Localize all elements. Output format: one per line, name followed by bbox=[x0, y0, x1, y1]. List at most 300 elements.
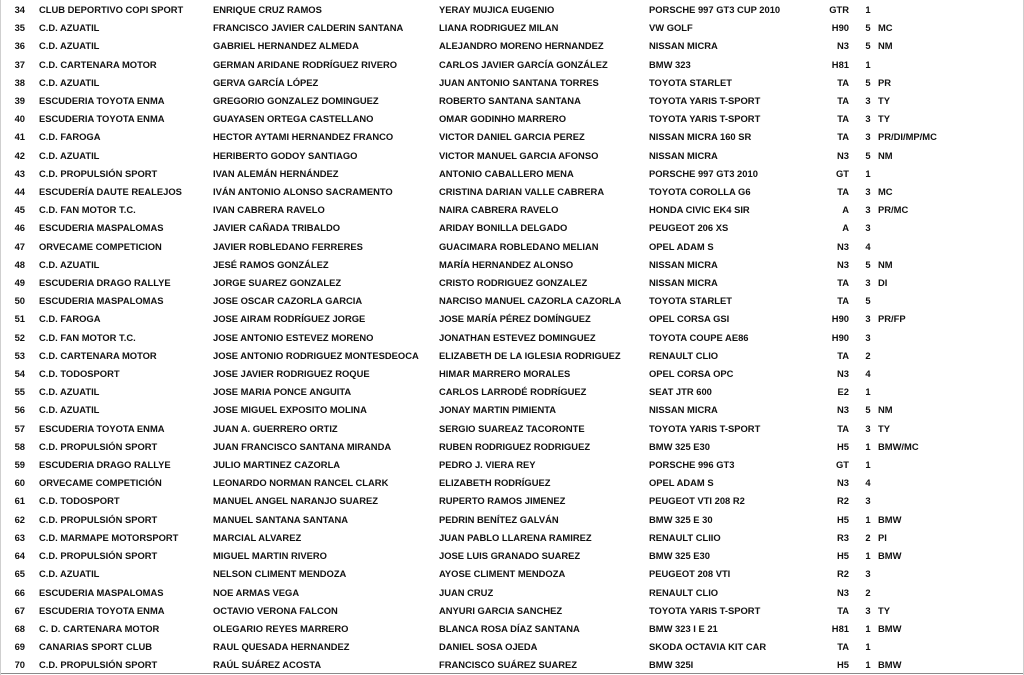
entry-number: 61 bbox=[14, 495, 25, 507]
table-row bbox=[6, 638, 1019, 656]
entry-codriver: JUAN ANTONIO SANTANA TORRES bbox=[439, 76, 599, 88]
entry-class: H90 bbox=[831, 313, 849, 325]
entry-codriver: CRISTO RODRIGUEZ GONZALEZ bbox=[439, 277, 588, 289]
entry-category: PR/MC bbox=[878, 204, 909, 216]
entry-category bbox=[878, 492, 1019, 510]
entry-class: TA bbox=[837, 422, 849, 434]
entry-team: C.D. PROPULSIÓN SPORT bbox=[39, 550, 158, 562]
entry-car: OPEL CORSA OPC bbox=[649, 368, 734, 380]
entry-driver: IVAN CABRERA RAVELO bbox=[213, 204, 325, 216]
entry-number: 53 bbox=[14, 349, 25, 361]
entry-class: H81 bbox=[831, 622, 849, 634]
entry-class: N3 bbox=[837, 258, 849, 270]
table-row bbox=[6, 201, 1019, 219]
entry-category bbox=[878, 165, 1019, 183]
entry-group: 5 bbox=[865, 149, 871, 161]
entry-group: 3 bbox=[865, 495, 871, 507]
entry-category: TY bbox=[878, 95, 890, 107]
entry-driver: JORGE SUAREZ GONZALEZ bbox=[213, 277, 342, 289]
entry-car: TOYOTA STARLET bbox=[649, 295, 732, 307]
entry-codriver: RUPERTO RAMOS JIMENEZ bbox=[439, 495, 566, 507]
table-row bbox=[6, 74, 1019, 92]
entry-group: 3 bbox=[865, 204, 871, 216]
entry-class: H5 bbox=[837, 513, 849, 525]
entry-driver: GERVA GARCÍA LÓPEZ bbox=[213, 76, 319, 88]
table-row bbox=[6, 92, 1019, 110]
entry-number: 56 bbox=[14, 404, 25, 416]
entry-category: BMW bbox=[878, 659, 902, 671]
entry-category: BMW bbox=[878, 513, 902, 525]
table-row bbox=[6, 420, 1019, 438]
entry-driver: GABRIEL HERNANDEZ ALMEDA bbox=[213, 40, 359, 52]
entry-car: BMW 325I bbox=[649, 659, 694, 671]
table-row bbox=[6, 547, 1019, 565]
entry-car: NISSAN MICRA bbox=[649, 404, 718, 416]
entry-car: PORSCHE 997 GT3 2010 bbox=[649, 167, 758, 179]
entry-car: PEUGEOT VTI 208 R2 bbox=[649, 495, 745, 507]
entry-driver: JUAN FRANCISCO SANTANA MIRANDA bbox=[213, 440, 392, 452]
entry-group: 3 bbox=[865, 95, 871, 107]
table-row bbox=[6, 219, 1019, 237]
table-row bbox=[6, 110, 1019, 128]
entry-codriver: NAIRA CABRERA RAVELO bbox=[439, 204, 559, 216]
entry-car: BMW 325 E30 bbox=[649, 440, 710, 452]
entry-number: 52 bbox=[14, 331, 25, 343]
entry-class: TA bbox=[837, 131, 849, 143]
entry-car: PEUGEOT 208 VTI bbox=[649, 568, 731, 580]
entry-number: 68 bbox=[14, 622, 25, 634]
entry-class: E2 bbox=[837, 386, 849, 398]
entry-car: TOYOTA YARIS T-SPORT bbox=[649, 95, 761, 107]
table-row bbox=[6, 602, 1019, 620]
entry-codriver: JOSE MARÍA PÉREZ DOMÍNGUEZ bbox=[439, 313, 591, 325]
entry-driver: JOSE MARIA PONCE ANGUITA bbox=[213, 386, 352, 398]
entry-driver: JULIO MARTINEZ CAZORLA bbox=[213, 459, 341, 471]
entry-number: 50 bbox=[14, 295, 25, 307]
entry-driver: OLEGARIO REYES MARRERO bbox=[213, 622, 349, 634]
entry-team: C.D. TODOSPORT bbox=[39, 495, 120, 507]
table-row bbox=[6, 37, 1019, 55]
entry-driver: HERIBERTO GODOY SANTIAGO bbox=[213, 149, 358, 161]
entry-team: C.D. PROPULSIÓN SPORT bbox=[39, 167, 158, 179]
entry-category: MC bbox=[878, 22, 893, 34]
entry-driver: JOSE ANTONIO RODRIGUEZ MONTESDEOCA bbox=[213, 349, 419, 361]
entry-driver: JOSE ANTONIO ESTEVEZ MORENO bbox=[213, 331, 374, 343]
entry-driver: IVÁN ANTONIO ALONSO SACRAMENTO bbox=[213, 186, 393, 198]
entry-group: 2 bbox=[865, 349, 871, 361]
entry-class: TA bbox=[837, 604, 849, 616]
entry-car: NISSAN MICRA bbox=[649, 277, 718, 289]
entry-team: ORVECAME COMPETICION bbox=[39, 240, 162, 252]
entry-category bbox=[878, 219, 1019, 237]
entry-number: 67 bbox=[14, 604, 25, 616]
entry-group: 3 bbox=[865, 131, 871, 143]
entry-team: ESCUDERIA MASPALOMAS bbox=[39, 295, 164, 307]
entry-group: 1 bbox=[865, 167, 871, 179]
entry-driver: JOSE AIRAM RODRÍGUEZ JORGE bbox=[213, 313, 366, 325]
entry-number: 40 bbox=[14, 113, 25, 125]
entry-codriver: VICTOR DANIEL GARCIA PEREZ bbox=[439, 131, 585, 143]
entry-codriver: MARÍA HERNANDEZ ALONSO bbox=[439, 258, 574, 270]
entry-team: CANARIAS SPORT CLUB bbox=[39, 641, 153, 653]
entry-car: SEAT JTR 600 bbox=[649, 386, 712, 398]
entry-codriver: RUBEN RODRIGUEZ RODRIGUEZ bbox=[439, 440, 591, 452]
entry-category bbox=[878, 56, 1019, 74]
entry-team: C.D. FAROGA bbox=[39, 313, 101, 325]
entry-driver: MANUEL SANTANA SANTANA bbox=[213, 513, 349, 525]
entry-class: TA bbox=[837, 277, 849, 289]
entry-team: ESCUDERIA MASPALOMAS bbox=[39, 586, 164, 598]
entry-driver: JESÉ RAMOS GONZÁLEZ bbox=[213, 258, 329, 270]
entry-class: N3 bbox=[837, 477, 849, 489]
entry-group: 1 bbox=[865, 4, 871, 15]
entry-number: 45 bbox=[14, 204, 25, 216]
entry-category bbox=[878, 365, 1019, 383]
entry-driver: HECTOR AYTAMI HERNANDEZ FRANCO bbox=[213, 131, 394, 143]
entry-team: C.D. FAN MOTOR T.C. bbox=[39, 204, 136, 216]
entry-car: BMW 323 bbox=[649, 58, 691, 70]
entry-number: 51 bbox=[14, 313, 25, 325]
entry-group: 3 bbox=[865, 186, 871, 198]
entry-driver: RAÚL SUÁREZ ACOSTA bbox=[213, 659, 322, 671]
table-row bbox=[6, 474, 1019, 492]
entry-class: TA bbox=[837, 113, 849, 125]
entry-team: ESCUDERIA DRAGO RALLYE bbox=[39, 459, 171, 471]
entry-team: C.D. TODOSPORT bbox=[39, 368, 120, 380]
entry-codriver: PEDRO J. VIERA REY bbox=[439, 459, 536, 471]
entry-group: 1 bbox=[865, 550, 871, 562]
entry-car: TOYOTA YARIS T-SPORT bbox=[649, 422, 761, 434]
entry-number: 58 bbox=[14, 440, 25, 452]
entry-team: ESCUDERÍA DAUTE REALEJOS bbox=[39, 186, 182, 198]
table-row bbox=[6, 620, 1019, 638]
entry-category bbox=[878, 347, 1019, 365]
entry-category bbox=[878, 474, 1019, 492]
entry-group: 3 bbox=[865, 331, 871, 343]
entry-driver: JOSE OSCAR CAZORLA GARCIA bbox=[213, 295, 363, 307]
table-row bbox=[6, 584, 1019, 602]
entry-class: R2 bbox=[837, 495, 849, 507]
entry-category: NM bbox=[878, 258, 893, 270]
entry-category: TY bbox=[878, 422, 890, 434]
entry-number: 64 bbox=[14, 550, 25, 562]
entry-class: R3 bbox=[837, 531, 849, 543]
entry-codriver: NARCISO MANUEL CAZORLA CAZORLA bbox=[439, 295, 622, 307]
entry-number: 42 bbox=[14, 149, 25, 161]
entry-team: ESCUDERIA TOYOTA ENMA bbox=[39, 604, 165, 616]
entry-team: C.D. AZUATIL bbox=[39, 40, 100, 52]
entry-codriver: ANYURI GARCIA SANCHEZ bbox=[439, 604, 563, 616]
entry-codriver: CARLOS LARRODÉ RODRÍGUEZ bbox=[439, 386, 587, 398]
entry-number: 46 bbox=[14, 222, 25, 234]
entry-class: H81 bbox=[831, 58, 849, 70]
entry-car: NISSAN MICRA bbox=[649, 258, 718, 270]
table-row bbox=[6, 529, 1019, 547]
entry-group: 2 bbox=[865, 586, 871, 598]
entry-category: TY bbox=[878, 604, 890, 616]
entry-team: C.D. AZUATIL bbox=[39, 258, 100, 270]
entry-number: 49 bbox=[14, 277, 25, 289]
entry-car: TOYOTA YARIS T-SPORT bbox=[649, 604, 761, 616]
entry-codriver: HIMAR MARRERO MORALES bbox=[439, 368, 571, 380]
entry-codriver: ELIZABETH DE LA IGLESIA RODRIGUEZ bbox=[439, 349, 621, 361]
entry-category: NM bbox=[878, 40, 893, 52]
entry-number: 65 bbox=[14, 568, 25, 580]
entry-class: H5 bbox=[837, 550, 849, 562]
entry-group: 3 bbox=[865, 222, 871, 234]
entry-group: 1 bbox=[865, 459, 871, 471]
entry-driver: GREGORIO GONZALEZ DOMINGUEZ bbox=[213, 95, 379, 107]
entry-class: A bbox=[842, 204, 849, 216]
entry-team: C.D. PROPULSIÓN SPORT bbox=[39, 440, 158, 452]
entry-number: 39 bbox=[14, 95, 25, 107]
table-row bbox=[6, 656, 1019, 674]
entry-team: C.D. AZUATIL bbox=[39, 386, 100, 398]
entry-driver: JUAN A. GUERRERO ORTIZ bbox=[213, 422, 338, 434]
entry-number: 63 bbox=[14, 531, 25, 543]
table-row bbox=[6, 165, 1019, 183]
entry-category bbox=[878, 1, 1019, 19]
entry-codriver: ROBERTO SANTANA SANTANA bbox=[439, 95, 581, 107]
entry-codriver: ELIZABETH RODRÍGUEZ bbox=[439, 477, 551, 489]
entry-driver: LEONARDO NORMAN RANCEL CLARK bbox=[213, 477, 389, 489]
entry-group: 3 bbox=[865, 568, 871, 580]
table-row bbox=[6, 19, 1019, 37]
table-row bbox=[6, 401, 1019, 419]
entry-category bbox=[878, 638, 1019, 656]
entry-team: C.D. AZUATIL bbox=[39, 568, 100, 580]
entry-car: RENAULT CLIO bbox=[649, 586, 719, 598]
bottom-divider bbox=[1, 673, 1023, 674]
table-row bbox=[6, 347, 1019, 365]
entry-number: 44 bbox=[14, 186, 25, 198]
entry-class: N3 bbox=[837, 149, 849, 161]
entry-driver: NOE ARMAS VEGA bbox=[213, 586, 300, 598]
entry-codriver: OMAR GODINHO MARRERO bbox=[439, 113, 567, 125]
entry-category bbox=[878, 329, 1019, 347]
entry-driver: NELSON CLIMENT MENDOZA bbox=[213, 568, 347, 580]
entry-car: RENAULT CLIIO bbox=[649, 531, 721, 543]
entry-number: 37 bbox=[14, 58, 25, 70]
entry-car: NISSAN MICRA 160 SR bbox=[649, 131, 752, 143]
entry-number: 41 bbox=[14, 131, 25, 143]
entry-car: BMW 323 I E 21 bbox=[649, 622, 718, 634]
entry-group: 3 bbox=[865, 113, 871, 125]
entry-category bbox=[878, 383, 1019, 401]
entry-team: C. D. CARTENARA MOTOR bbox=[39, 622, 160, 634]
entry-category: NM bbox=[878, 149, 893, 161]
entry-number: 57 bbox=[14, 422, 25, 434]
entry-codriver: ALEJANDRO MORENO HERNANDEZ bbox=[439, 40, 604, 52]
entry-driver: MIGUEL MARTIN RIVERO bbox=[213, 550, 327, 562]
entry-car: NISSAN MICRA bbox=[649, 40, 718, 52]
table-row bbox=[6, 292, 1019, 310]
entry-codriver: ANTONIO CABALLERO MENA bbox=[439, 167, 574, 179]
entry-list-rows bbox=[6, 1, 1019, 675]
entry-class: N3 bbox=[837, 40, 849, 52]
entry-team: C.D. FAN MOTOR T.C. bbox=[39, 331, 136, 343]
entry-class: N3 bbox=[837, 240, 849, 252]
entry-driver: MARCIAL ALVAREZ bbox=[213, 531, 302, 543]
entry-car: OPEL CORSA GSI bbox=[649, 313, 730, 325]
entry-group: 3 bbox=[865, 604, 871, 616]
entry-class: TA bbox=[837, 641, 849, 653]
entry-group: 1 bbox=[865, 58, 871, 70]
entry-team: C.D. CARTENARA MOTOR bbox=[39, 58, 157, 70]
entry-team: C.D. MARMAPE MOTORSPORT bbox=[39, 531, 179, 543]
entry-class: N3 bbox=[837, 586, 849, 598]
table-row bbox=[6, 238, 1019, 256]
entry-team: CLUB DEPORTIVO COPI SPORT bbox=[39, 4, 184, 15]
entry-team: C.D. CARTENARA MOTOR bbox=[39, 349, 157, 361]
entry-driver: FRANCISCO JAVIER CALDERIN SANTANA bbox=[213, 22, 404, 34]
entry-driver: GUAYASEN ORTEGA CASTELLANO bbox=[213, 113, 374, 125]
table-row bbox=[6, 565, 1019, 583]
entry-number: 47 bbox=[14, 240, 25, 252]
entry-car: PORSCHE 997 GT3 CUP 2010 bbox=[649, 4, 781, 15]
entry-team: C.D. AZUATIL bbox=[39, 76, 100, 88]
entry-car: OPEL ADAM S bbox=[649, 240, 714, 252]
entry-car: TOYOTA YARIS T-SPORT bbox=[649, 113, 761, 125]
entry-driver: JAVIER CAÑADA TRIBALDO bbox=[213, 222, 341, 234]
entry-number: 70 bbox=[14, 659, 25, 671]
entry-group: 5 bbox=[865, 22, 871, 34]
entry-category: MC bbox=[878, 186, 893, 198]
entry-class: H5 bbox=[837, 440, 849, 452]
entry-class: A bbox=[842, 222, 849, 234]
entry-team: ESCUDERIA DRAGO RALLYE bbox=[39, 277, 171, 289]
entry-car: RENAULT CLIO bbox=[649, 349, 719, 361]
entry-class: GTR bbox=[829, 4, 849, 15]
table-row bbox=[6, 256, 1019, 274]
entry-class: N3 bbox=[837, 404, 849, 416]
entry-driver: RAUL QUESADA HERNANDEZ bbox=[213, 641, 350, 653]
entry-group: 1 bbox=[865, 659, 871, 671]
entry-class: TA bbox=[837, 76, 849, 88]
entry-codriver: PEDRIN BENÍTEZ GALVÁN bbox=[439, 513, 559, 525]
entry-car: PORSCHE 996 GT3 bbox=[649, 459, 735, 471]
entry-class: H5 bbox=[837, 659, 849, 671]
entry-codriver: JONAY MARTIN PIMIENTA bbox=[439, 404, 557, 416]
entry-group: 3 bbox=[865, 422, 871, 434]
entry-number: 36 bbox=[14, 40, 25, 52]
entry-group: 3 bbox=[865, 277, 871, 289]
entry-class: H90 bbox=[831, 22, 849, 34]
entry-codriver: SERGIO SUAREAZ TACORONTE bbox=[439, 422, 585, 434]
table-row bbox=[6, 183, 1019, 201]
entry-category: TY bbox=[878, 113, 890, 125]
entry-team: C.D. PROPULSIÓN SPORT bbox=[39, 659, 158, 671]
table-row bbox=[6, 329, 1019, 347]
entry-group: 2 bbox=[865, 531, 871, 543]
entry-category: PR/FP bbox=[878, 313, 906, 325]
entry-codriver: JUAN CRUZ bbox=[439, 586, 494, 598]
entry-number: 35 bbox=[14, 22, 25, 34]
entry-number: 69 bbox=[14, 641, 25, 653]
entry-number: 48 bbox=[14, 258, 25, 270]
entry-team: C.D. AZUATIL bbox=[39, 22, 100, 34]
table-row bbox=[6, 383, 1019, 401]
entry-team: ORVECAME COMPETICIÓN bbox=[39, 477, 162, 489]
entry-number: 38 bbox=[14, 76, 25, 88]
entry-codriver: JUAN PABLO LLARENA RAMIREZ bbox=[439, 531, 592, 543]
entry-codriver: BLANCA ROSA DÍAZ SANTANA bbox=[439, 622, 580, 634]
entry-class: H90 bbox=[831, 331, 849, 343]
table-row bbox=[6, 56, 1019, 74]
entry-category: BMW bbox=[878, 550, 902, 562]
entry-group: 5 bbox=[865, 76, 871, 88]
entry-category: PI bbox=[878, 531, 887, 543]
entry-codriver: JONATHAN ESTEVEZ DOMINGUEZ bbox=[439, 331, 596, 343]
table-row bbox=[6, 1, 1019, 19]
entry-codriver: FRANCISCO SUÁREZ SUAREZ bbox=[439, 659, 578, 671]
entry-group: 4 bbox=[865, 368, 871, 380]
entry-car: HONDA CIVIC EK4 SIR bbox=[649, 204, 750, 216]
entry-group: 1 bbox=[865, 513, 871, 525]
entry-group: 5 bbox=[865, 40, 871, 52]
entry-driver: JOSE MIGUEL EXPOSITO MOLINA bbox=[213, 404, 367, 416]
entry-car: BMW 325 E30 bbox=[649, 550, 710, 562]
entry-class: N3 bbox=[837, 368, 849, 380]
entry-codriver: AYOSE CLIMENT MENDOZA bbox=[439, 568, 566, 580]
table-row bbox=[6, 456, 1019, 474]
entry-car: PEUGEOT 206 XS bbox=[649, 222, 729, 234]
entry-codriver: VICTOR MANUEL GARCIA AFONSO bbox=[439, 149, 599, 161]
entry-codriver: LIANA RODRIGUEZ MILAN bbox=[439, 22, 559, 34]
table-row bbox=[6, 310, 1019, 328]
entry-category: PR bbox=[878, 76, 892, 88]
entry-number: 60 bbox=[14, 477, 25, 489]
entry-car: TOYOTA COUPE AE86 bbox=[649, 331, 749, 343]
entry-class: TA bbox=[837, 95, 849, 107]
entry-car: TOYOTA STARLET bbox=[649, 76, 732, 88]
entry-category: NM bbox=[878, 404, 893, 416]
entry-codriver: ARIDAY BONILLA DELGADO bbox=[439, 222, 568, 234]
entry-codriver: YERAY MUJICA EUGENIO bbox=[439, 4, 555, 15]
table-row bbox=[6, 365, 1019, 383]
entry-group: 1 bbox=[865, 440, 871, 452]
entry-class: GT bbox=[835, 167, 849, 179]
entry-team: C.D. FAROGA bbox=[39, 131, 101, 143]
table-row bbox=[6, 274, 1019, 292]
entry-driver: OCTAVIO VERONA FALCON bbox=[213, 604, 338, 616]
entry-class: GT bbox=[835, 459, 849, 471]
entry-group: 1 bbox=[865, 386, 871, 398]
entry-codriver: CRISTINA DARIAN VALLE CABRERA bbox=[439, 186, 605, 198]
entry-codriver: GUACIMARA ROBLEDANO MELIAN bbox=[439, 240, 599, 252]
entry-category bbox=[878, 584, 1019, 602]
entry-team: ESCUDERIA TOYOTA ENMA bbox=[39, 113, 165, 125]
entry-category: DI bbox=[878, 277, 888, 289]
entry-list-table bbox=[6, 1, 1019, 675]
entry-car: TOYOTA COROLLA G6 bbox=[649, 186, 751, 198]
entry-number: 59 bbox=[14, 459, 25, 471]
entry-group: 5 bbox=[865, 404, 871, 416]
entry-car: NISSAN MICRA bbox=[649, 149, 718, 161]
entry-class: TA bbox=[837, 295, 849, 307]
entry-class: TA bbox=[837, 349, 849, 361]
entry-car: BMW 325 E 30 bbox=[649, 513, 713, 525]
entry-category bbox=[878, 238, 1019, 256]
entry-driver: GERMAN ARIDANE RODRÍGUEZ RIVERO bbox=[213, 58, 398, 70]
entry-team: ESCUDERIA TOYOTA ENMA bbox=[39, 95, 165, 107]
entry-driver: IVAN ALEMÁN HERNÁNDEZ bbox=[213, 167, 339, 179]
table-row bbox=[6, 492, 1019, 510]
entry-team: ESCUDERIA TOYOTA ENMA bbox=[39, 422, 165, 434]
entry-group: 5 bbox=[865, 258, 871, 270]
table-row bbox=[6, 147, 1019, 165]
entry-number: 34 bbox=[14, 4, 25, 15]
